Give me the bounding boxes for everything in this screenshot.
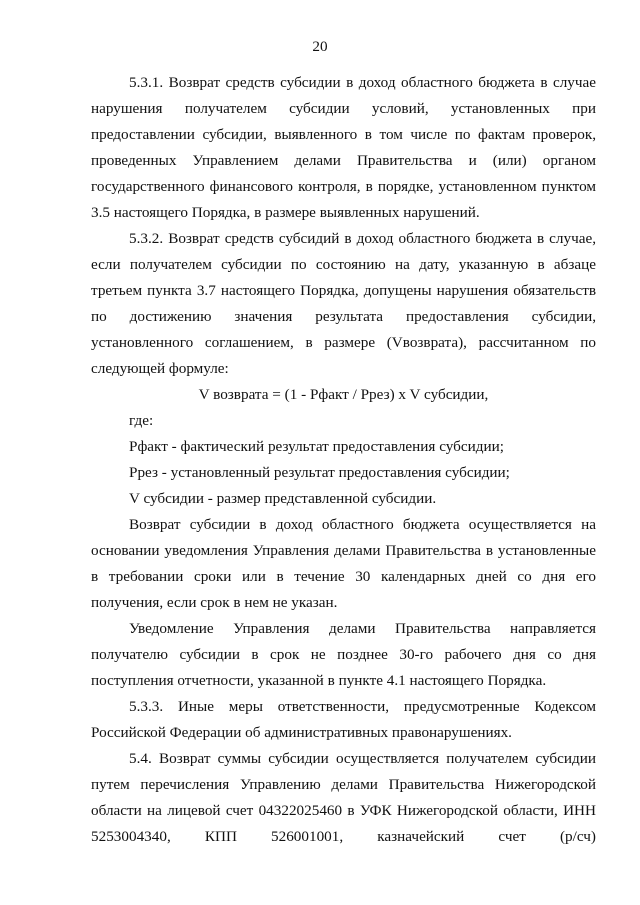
paragraph-notice: Уведомление Управления делами Правительства направляется получателю субсидии в срок не позднее 30-го рабочего дня со дня поступления отчетности, указанной в пункте 4.1 настоящего Порядка. [91,620,596,689]
formula-where-label: где: [129,412,154,429]
page-number: 20 [312,38,328,55]
paragraph-5-3-2: 5.3.2. Возврат средств субсидий в доход областного бюджета в случае, если получателем субсидии по состоянию на дату, указанную в абзаце третьем пункта 3.7 настоящего Порядка, допущены нарушения обязательств по достижению значения результата предоставления субсидии, установленного соглашением, в размере (Vвозврата), рассчитанном по следующей формуле: [91,230,596,377]
paragraph-5-3-1: 5.3.1. Возврат средств субсидии в доход областного бюджета в случае нарушения получателем субсидии условий, установленных при предоставлении субсидии, выявленного в том числе по фактам проверок, проведенных Управлением делами Правительства и (или) органом государственного финансового контроля, в порядке, установленном пунктом 3.5 настоящего Порядка, в размере выявленных нарушений. [91,74,596,221]
paragraph-return: Возврат субсидии в доход областного бюджета осуществляется на основании уведомления Управления делами Правительства в установленные в требовании сроки или в течение 30 календарных дней со дня его получения, если срок в нем не указан. [91,516,596,611]
definition-rfakt: Рфакт - фактический результат предоставления субсидии; [129,438,504,455]
definition-rrez: Ррез - установленный результат предоставления субсидии; [129,464,510,481]
paragraph-5-3-3: 5.3.3. Иные меры ответственности, предусмотренные Кодексом Российской Федерации об административных правонарушениях. [91,698,596,741]
definition-v-subsidy: V субсидии - размер представленной субсидии. [129,490,437,507]
paragraph-5-4: 5.4. Возврат суммы субсидии осуществляется получателем субсидии путем перечисления Управлению делами Правительства Нижегородской области на лицевой счет 04322025460 в УФК Нижегородской области, ИНН 5253004340, КПП 526001001, казначейский счет (р/сч) [91,750,596,845]
body-text [91,70,596,850]
formula: V возврата = (1 - Рфакт / Ррез) x V субсидии, [198,386,489,403]
